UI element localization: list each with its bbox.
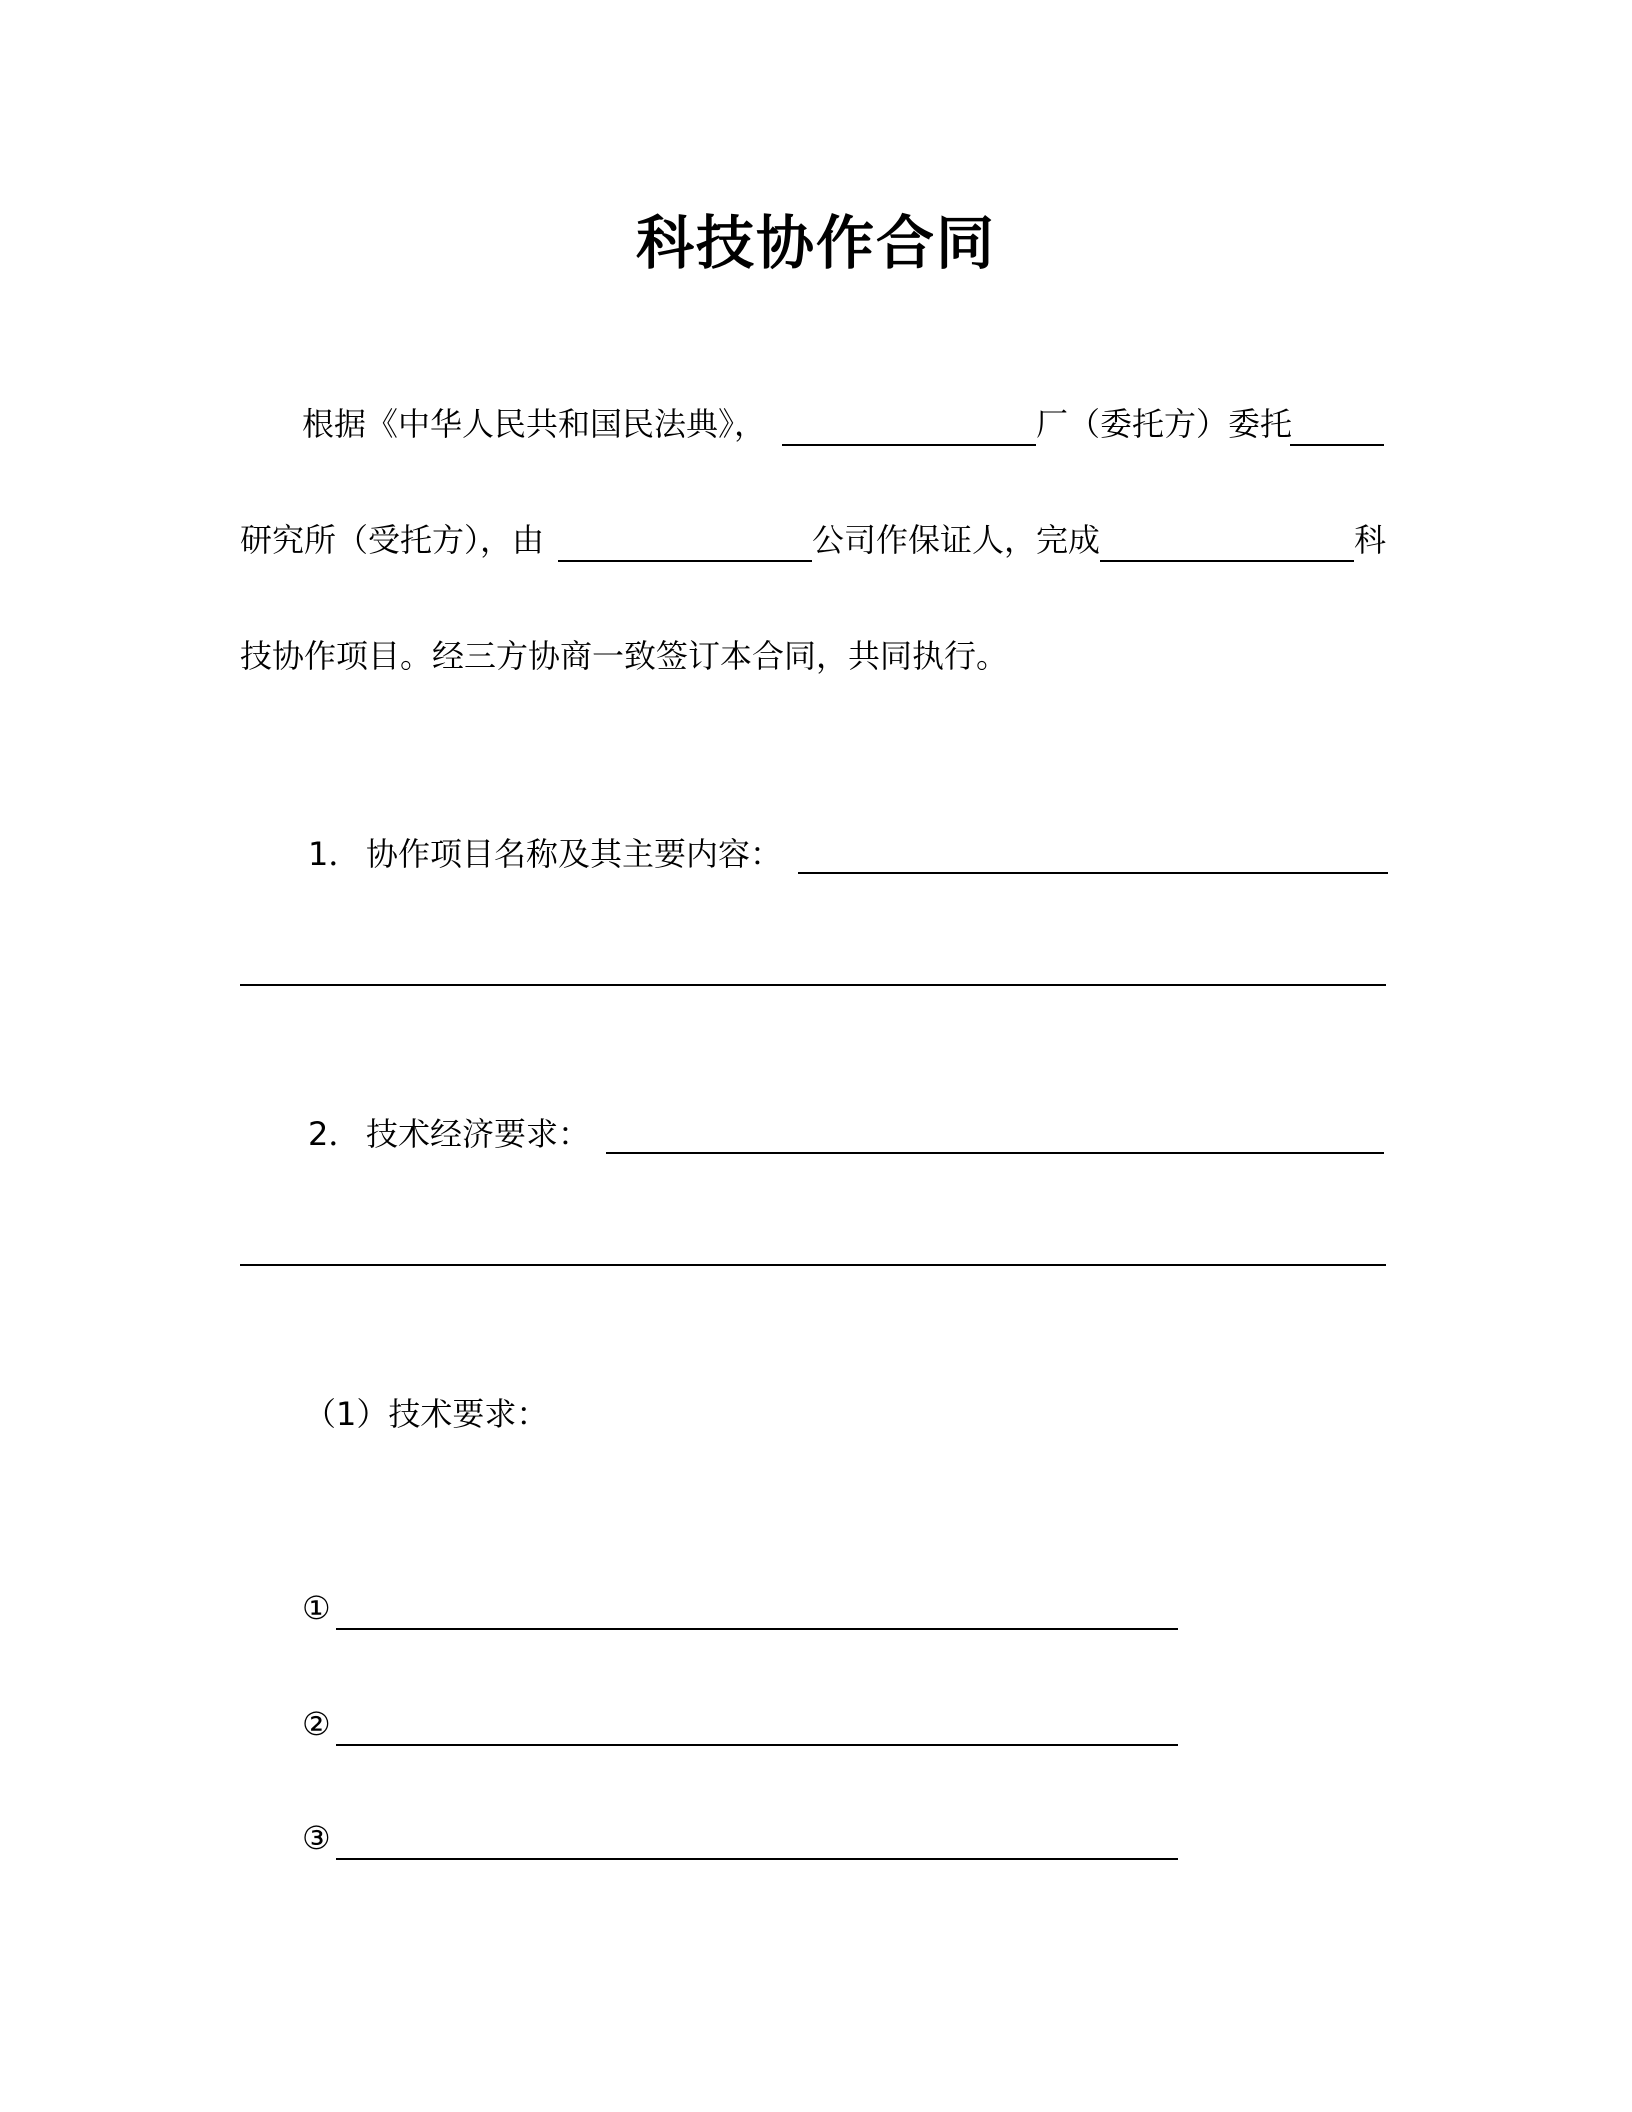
- institute-name-blank[interactable]: [1290, 444, 1384, 446]
- subsection1-label: （1）技术要求：: [304, 1395, 549, 1433]
- page-title: 科技协作合同: [635, 209, 996, 277]
- section2-answer-line1[interactable]: [606, 1152, 1384, 1154]
- item3-marker: ③: [302, 1819, 331, 1857]
- section1-label: 协作项目名称及其主要内容：: [366, 835, 783, 873]
- section2-answer-line2[interactable]: [240, 1264, 1386, 1266]
- item3-blank[interactable]: [336, 1858, 1178, 1860]
- item1-marker: ①: [302, 1589, 331, 1627]
- item2-marker: ②: [302, 1705, 331, 1743]
- intro-line2-part2: 公司作保证人，完成: [812, 521, 1101, 559]
- intro-line2-part1: 研究所（受托方），由: [240, 521, 545, 559]
- section2-number: 2．: [308, 1115, 361, 1153]
- section1-number: 1．: [308, 835, 361, 873]
- item1-blank[interactable]: [336, 1628, 1178, 1630]
- factory-name-blank[interactable]: [782, 444, 1036, 446]
- project-name-blank[interactable]: [1100, 560, 1354, 562]
- guarantor-company-blank[interactable]: [558, 560, 812, 562]
- section1-answer-line2[interactable]: [240, 984, 1386, 986]
- item2-blank[interactable]: [336, 1744, 1178, 1746]
- intro-line3: 技协作项目。经三方协商一致签订本合同，共同执行。: [240, 637, 1009, 675]
- intro-line1-part2: 厂（委托方）委托: [1036, 405, 1293, 443]
- section2-label: 技术经济要求：: [366, 1115, 591, 1153]
- intro-line1-part1: 根据《中华人民共和国民法典》，: [302, 405, 767, 443]
- intro-line2-part3: 科: [1354, 521, 1387, 559]
- section1-answer-line1[interactable]: [798, 872, 1388, 874]
